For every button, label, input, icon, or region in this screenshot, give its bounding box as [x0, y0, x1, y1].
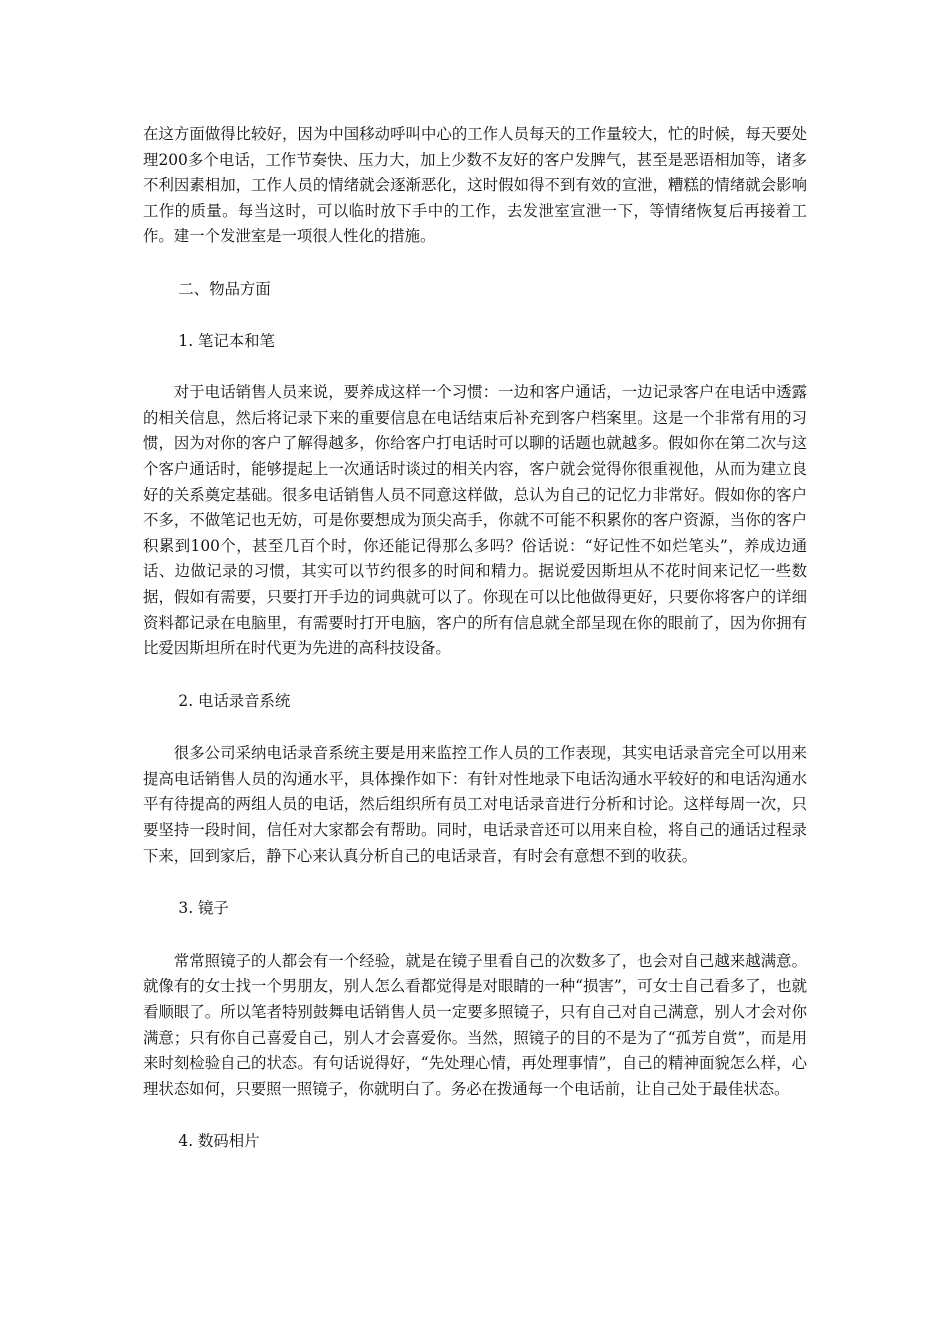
item-body-mirror: 常常照镜子的人都会有一个经验，就是在镜子里看自己的次数多了，也会对自己越来越满意。就像有的女士找一个男朋友，别人怎么看都觉得是对眼睛的一种“损害”，可女士自己看多了，也就看顺眼了。所以笔者特别鼓舞电话销售人员一定要多照镜子，只有自己对自己满意，别人才会对你满意；只有你自己喜爱自己，别人才会喜爱你。当然，照镜子的目的不是为了“孤芳自赏”，而是用来时刻检验自己的状态。有句话说得好，“先处理心情，再处理事情”，自己的精神面貌怎么样，心理状态如何，只要照一照镜子，你就明白了。务必在拨通每一个电话前，让自己处于最佳状态。 — [143, 951, 807, 1098]
section-heading-items: 二、物品方面 — [178, 279, 271, 298]
item-heading-recording-system: 2. 电话录音系统 — [178, 691, 291, 710]
intro-paragraph: 在这方面做得比较好，因为中国移动呼叫中心的工作人员每天的工作量较大，忙的时候，每天要处理200多个电话，工作节奏快、压力大，加上少数不友好的客户发脾气，甚至是恶语相加等，诸多不利因素相加，工作人员的情绪就会逐渐恶化，这时假如得不到有效的宣泄，糟糕的情绪就会影响工作的质量。每当这时，可以临时放下手中的工作，去发泄室宣泄一下，等情绪恢复后再接着工作。建一个发泄室是一项很人性化的措施。 — [143, 125, 807, 246]
item-body-recording-system: 很多公司采纳电话录音系统主要是用来监控工作人员的工作表现，其实电话录音完全可以用来提高电话销售人员的沟通水平，具体操作如下：有针对性地录下电话沟通水平较好的和电话沟通水平有待提高的两组人员的电话，然后组织所有员工对电话录音进行分析和讨论。这样每周一次，只要坚持一段时间，信任对大家都会有帮助。同时，电话录音还可以用来自检，将自己的通话过程录下来，回到家后，静下心来认真分析自己的电话录音，有时会有意想不到的收获。 — [143, 744, 807, 865]
item-heading-mirror: 3. 镜子 — [178, 899, 229, 918]
item-heading-digital-photo: 4. 数码相片 — [178, 1132, 260, 1151]
document-page — [143, 122, 807, 1155]
item-body-notebook: 对于电话销售人员来说，要养成这样一个习惯：一边和客户通话，一边记录客户在电话中透露的相关信息，然后将记录下来的重要信息在电话结束后补充到客户档案里。这是一个非常有用的习惯，因为对你的客户了解得越多，你给客户打电话时可以聊的话题也就越多。假如你在第二次与这个客户通话时，能够提起上一次通话时谈过的相关内容，客户就会觉得你很重视他，从而为建立良好的关系奠定基础。很多电话销售人员不同意这样做，总认为自己的记忆力非常好。假如你的客户不多，不做笔记也无妨，可是你要想成为顶尖高手，你就不可能不积累你的客户资源，当你的客户积累到100个，甚至几百个时，你还能记得那么多吗？俗话说：“好记性不如烂笔头”，养成边通话、边做记录的习惯，其实可以节约很多的时间和精力。据说爱因斯坦从不花时间来记忆一些数据，假如有需要，只要打开手边的词典就可以了。你现在可以比他做得更好，只要你将客户的详细资料都记录在电脑里，有需要时打开电脑，客户的所有信息就全部呈现在你的眼前了，因为你拥有比爱因斯坦所在时代更为先进的高科技设备。 — [143, 383, 807, 658]
item-heading-notebook: 1. 笔记本和笔 — [178, 331, 275, 350]
